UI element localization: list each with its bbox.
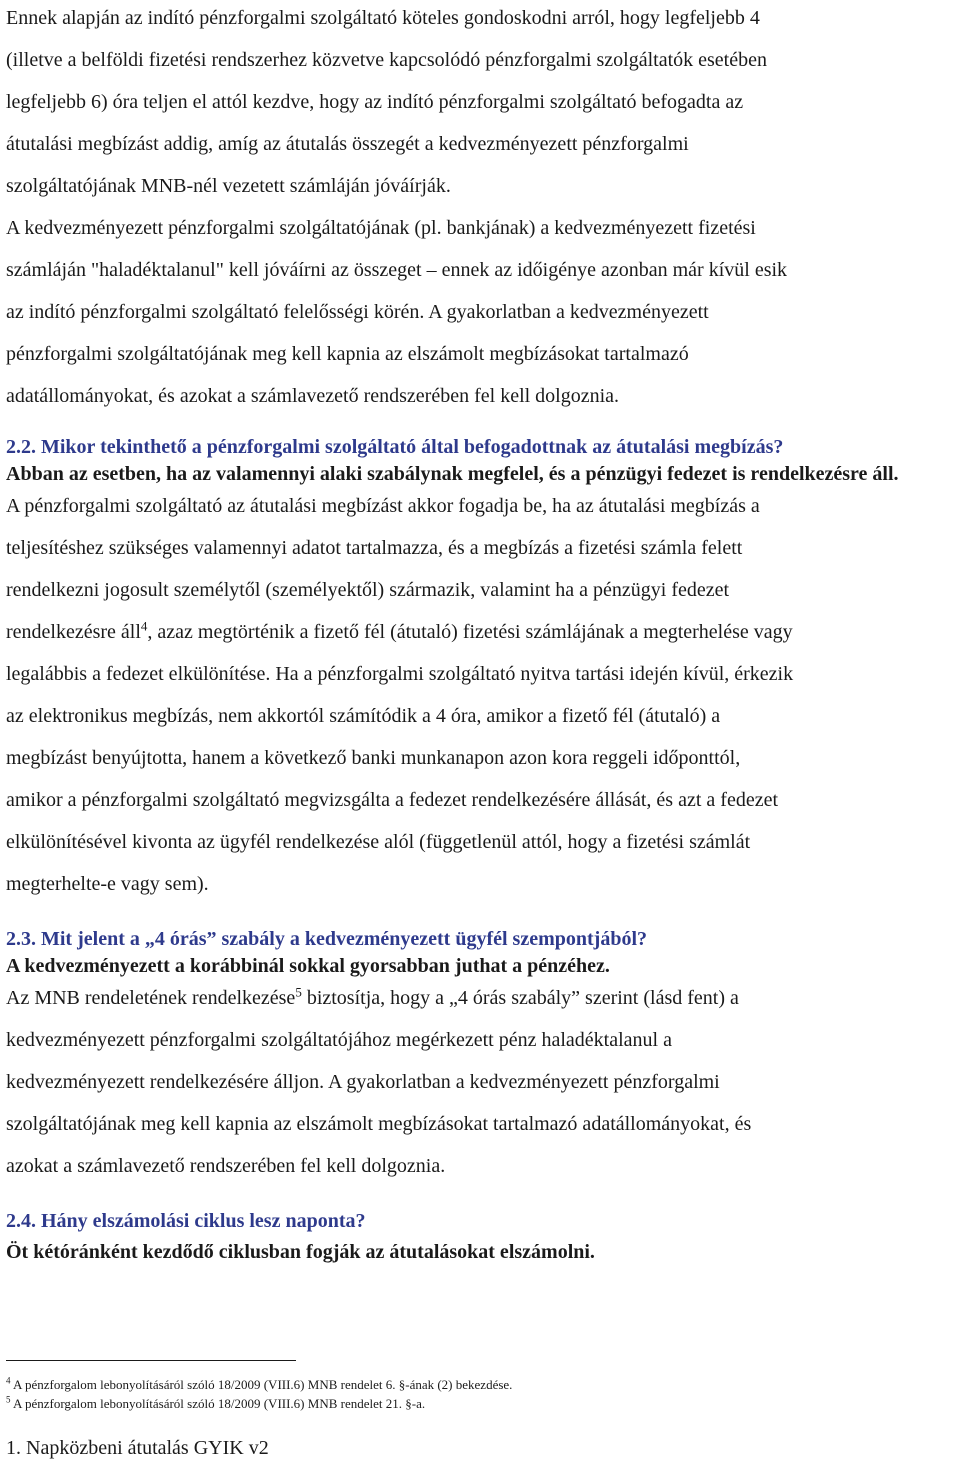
page-footer: 1. Napközbeni átutalás GYIK v2 (6, 1437, 269, 1459)
text-segment: , azaz megtörténik a fizető fél (átutaló) fizetési számlájának a megterhelése vagy (147, 621, 793, 643)
footnote-ref: 4 (140, 618, 148, 634)
section-2-2 (6, 433, 958, 905)
text-line: elkülönítésével kivonta az ügyfél rendelkezése alól (függetlenül attól, hogy a fizetési számlát (6, 831, 751, 853)
footnote-number: 4 (6, 1375, 11, 1386)
text-line: legalábbis a fedezet elkülönítése. Ha a pénzforgalmi szolgáltató nyitva tartási idején kívül, érkezik (6, 663, 794, 685)
footnote-divider (6, 1360, 296, 1361)
text-line: megterhelte-e vagy sem). (6, 873, 209, 895)
text-line: átutalási megbízást addig, amíg az átutalás összegét a kedvezményezett pénzforgalmi (6, 133, 689, 155)
text-line: A kedvezményezett pénzforgalmi szolgáltatójának (pl. bankjának) a kedvezményezett fizetési (6, 217, 756, 239)
section-answer: Öt kétóránként kezdődő ciklusban fogják az átutalásokat elszámolni. (6, 1241, 595, 1263)
text-segment: biztosítja, hogy a „4 órás szabály” szerint (lásd fent) a (301, 987, 739, 1009)
section-2-4 (6, 1207, 958, 1265)
text-line: azokat a számlavezető rendszerében fel kell dolgoznia. (6, 1155, 446, 1177)
text-line: amikor a pénzforgalmi szolgáltató megvizsgálta a fedezet rendelkezésére állását, és azt a fedezet (6, 789, 779, 811)
footnote-number: 5 (6, 1394, 11, 1405)
section-answer: Abban az esetben, ha az valamennyi alaki szabálynak megfelel, és a pénzügyi fedezet is rendelkezésre áll. (6, 463, 899, 485)
text-line: rendelkezni jogosult személytől (személyektől) származik, valamint ha a pénzügyi fedezet (6, 579, 730, 601)
text-line: (illetve a belföldi fizetési rendszerhez közvetve kapcsolódó pénzforgalmi szolgáltatók esetében (6, 49, 767, 71)
footnotes (6, 1375, 946, 1413)
paragraph-intro (6, 0, 958, 417)
section-heading: 2.3. Mit jelent a „4 órás” szabály a kedvezményezett ügyfél szempontjából? (6, 928, 647, 950)
document-page (6, 0, 958, 1265)
text-line: szolgáltatójának MNB-nél vezetett számláján jóváírják. (6, 175, 451, 197)
text-line (6, 977, 958, 1019)
footnote-text: A pénzforgalom lebonyolításáról szóló 18/2009 (VIII.6) MNB rendelet 21. §-a. (10, 1396, 426, 1411)
text-line: adatállományokat, és azokat a számlavezető rendszerében fel kell dolgoznia. (6, 385, 620, 407)
text-line: legfeljebb 6) óra teljen el attól kezdve, hogy az indító pénzforgalmi szolgáltató befogadta az (6, 91, 744, 113)
text-line: kedvezményezett pénzforgalmi szolgáltatójához megérkezett pénz haladéktalanul a (6, 1029, 672, 1051)
section-heading: 2.2. Mikor tekinthető a pénzforgalmi szolgáltató által befogadottnak az átutalási megbízás? (6, 436, 784, 458)
section-answer: A kedvezményezett a korábbinál sokkal gyorsabban juthat a pénzéhez. (6, 955, 610, 977)
footnote-text: A pénzforgalom lebonyolításáról szóló 18/2009 (VIII.6) MNB rendelet 6. §-ának (2) bekezdése. (10, 1377, 513, 1392)
text-line: az elektronikus megbízás, nem akkortól számítódik a 4 óra, amikor a fizető fél (átutaló) a (6, 705, 721, 727)
section-2-3 (6, 925, 958, 1187)
text-segment: rendelkezésre áll (6, 621, 141, 643)
text-line: az indító pénzforgalmi szolgáltató felelősségi körén. A gyakorlatban a kedvezményezett (6, 301, 709, 323)
text-line: kedvezményezett rendelkezésére álljon. A gyakorlatban a kedvezményezett pénzforgalmi (6, 1071, 720, 1093)
footnote-ref: 5 (295, 984, 302, 1000)
text-line: pénzforgalmi szolgáltatójának meg kell kapnia az elszámolt megbízásokat tartalmazó (6, 343, 689, 365)
text-line: szolgáltatójának meg kell kapnia az elszámolt megbízásokat tartalmazó adatállományokat, és (6, 1113, 752, 1135)
section-heading: 2.4. Hány elszámolási ciklus lesz naponta? (6, 1210, 366, 1232)
text-line: Ennek alapján az indító pénzforgalmi szolgáltató köteles gondoskodni arról, hogy legfeljebb 4 (6, 7, 760, 29)
text-line (6, 611, 958, 653)
text-segment: Az MNB rendeletének rendelkezése (6, 987, 296, 1009)
footnote-item (6, 1375, 946, 1394)
text-line: A pénzforgalmi szolgáltató az átutalási megbízást akkor fogadja be, ha az átutalási megbízás a (6, 495, 760, 517)
text-line: teljesítéshez szükséges valamennyi adatot tartalmazza, és a megbízás a fizetési számla felett (6, 537, 743, 559)
text-line: számláján "haladéktalanul" kell jóváírni az összeget – ennek az időigénye azonban már kívül esik (6, 259, 788, 281)
footnote-item (6, 1394, 946, 1413)
text-line: megbízást benyújtotta, hanem a következő banki munkanapon azon kora reggeli időponttól, (6, 747, 741, 769)
